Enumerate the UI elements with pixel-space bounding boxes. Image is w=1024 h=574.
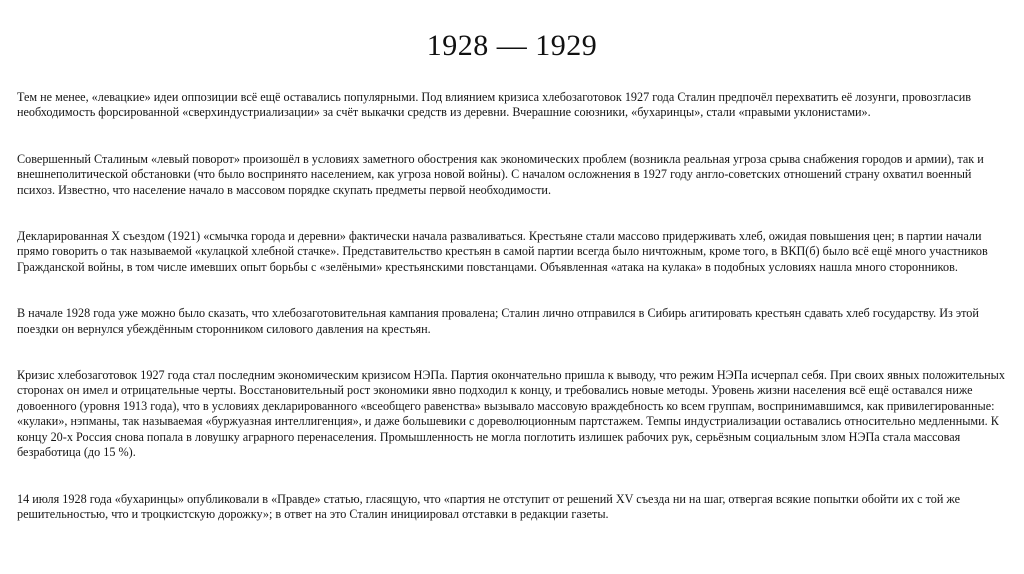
paragraph-1: Тем не менее, «левацкие» идеи оппозиции всё ещё оставались популярными. Под влиянием кризиса хлебозаготовок 1927 года Сталин предпочёл перехватить её лозунги, провозгласив необходимость форсированной «сверхиндустриализации» за счёт выкачки средств из деревни. Вчерашние союзники, «бухаринцы», стали «правыми уклонистами». bbox=[17, 90, 972, 120]
slide-body bbox=[17, 90, 1007, 522]
paragraph-6: 14 июля 1928 года «бухаринцы» опубликовали в «Правде» статью, гласящую, что «партия не отступит от решений XV съезда ни на шаг, отвергая всякие попытки обойти их с той же решительностью, что и троцкистскую дорожку»; в ответ на это Сталин инициировал отставки в редакции газеты. bbox=[17, 491, 961, 521]
paragraph-2: Совершенный Сталиным «левый поворот» произошёл в условиях заметного обострения как экономических проблем (возникла реальная угроза срыва снабжения городов и армии), так и внешнеполитической обстановки (что было воспринято населением, как угроза новой войны). С началом осложнения в 1927 году англо-советских отношений страну охватил военный психоз. Известно, что население начало в массовом порядке скупать предметы первой необходимости. bbox=[17, 151, 984, 197]
slide-title: 1928 — 1929 bbox=[426, 29, 598, 62]
paragraph-5: Кризис хлебозаготовок 1927 года стал последним экономическим кризисом НЭПа. Партия окончательно пришла к выводу, что режим НЭПа исчерпал себя. При своих явных положительных сторонах он имел и отрицательные черты. Восстановительный рост экономики явно подходил к концу, и требовались новые методы. Уровень жизни населения всё ещё оставался ниже довоенного (уровня 1913 года), что в условиях декларированного «всеобщего равенства» вызывало массовую враждебность ко всем группам, воспринимавшимся, как привилегированные: «кулаки», нэпманы, так называемая «буржуазная интеллигенция», и даже большевики с дореволюционным партстажем. Темпы индустриализации оставались относительно медленными. К концу 20-х Россия снова попала в ловушку аграрного перенаселения. Промышленность не могла поглотить излишек рабочих рук, серьёзным социальным злом НЭПа стала массовая безработица (до 15 %). bbox=[17, 368, 1005, 460]
paragraph-4: В начале 1928 года уже можно было сказать, что хлебозаготовительная кампания провалена; Сталин лично отправился в Сибирь агитировать крестьян сдавать хлеб государству. Из этой поездки он вернулся убеждённым сторонником силового давления на крестьян. bbox=[17, 306, 979, 336]
paragraph-3: Декларированная X съездом (1921) «смычка города и деревни» фактически начала разваливаться. Крестьяне стали массово придерживать хлеб, ожидая повышения цен; в партии начали прямо говорить о так называемой «кулацкой хлебной стачке». Представительство крестьян в самой партии всегда было ничтожным, кроме того, в ВКП(б) было всё ещё много участников Гражданской войны, в том числе имевших опыт борьбы с «зелёными» крестьянскими повстанцами. Объявленная «атака на кулака» в подобных условиях нашла много сторонников. bbox=[17, 229, 988, 274]
